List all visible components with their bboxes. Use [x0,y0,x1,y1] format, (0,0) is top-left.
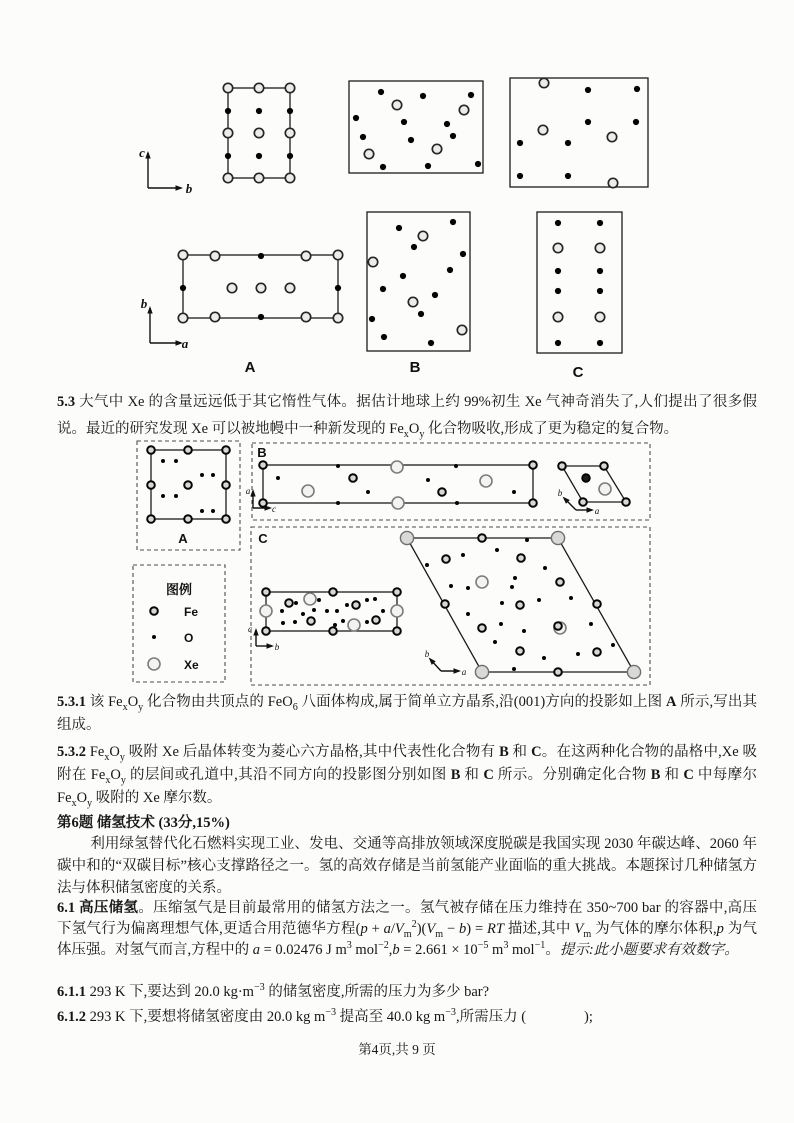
panel-border [251,527,650,685]
dot-atom [401,119,407,125]
open-atom [223,128,232,137]
dot-atom [468,92,474,98]
fe-atom [184,446,192,454]
o-atom [499,622,503,626]
xe-atom [302,485,314,497]
open-atom [595,312,604,321]
o-atom [493,640,497,644]
o-atom [301,612,305,616]
dot-atom [380,164,386,170]
dot-atom [418,311,424,317]
open-atom [210,251,219,260]
o-atom [211,509,215,513]
unit-cell-frame [537,212,622,353]
open-atom [392,100,401,109]
open-atom [223,83,232,92]
o-atom [280,609,284,613]
open-atom [285,173,294,182]
fe-atom [579,498,587,506]
fe-atom [349,474,357,482]
open-atom [432,144,441,153]
fe-atom [222,446,230,454]
fe-atom [529,461,537,469]
o-atom [345,603,349,607]
fe-atom [285,599,293,607]
fe-atom [329,627,337,635]
fe-atom [529,499,537,507]
xe-atom [599,483,611,495]
dot-atom [634,86,640,92]
fe-atom [478,624,486,632]
question-6-title: 第6题 储氢技术 (33分,15%) [57,815,230,831]
dot-atom [180,285,186,291]
dot-atom [225,108,231,114]
fe-atom [441,600,449,608]
paragraph-5-3-2: 5.3.2 $Fe_xO_y$ 吸附 Xe 后晶体转变为菱心六方晶格,其中代表性化合物有 B 和 C。在这两种化合物的晶格中,Xe 吸附在 $Fe_xO_y$ 的层间或孔道中,其沿不同方向的投影图分别如图 B 和 C 所示。分别确定化合物 B 和 C 中每摩尔 $Fe_xO_y$ 吸附的 Xe 摩尔数。 [57,744,758,809]
fe-atom [593,648,601,656]
o-atom [525,538,529,542]
o-atom [365,620,369,624]
dot-atom [475,161,481,167]
fe-atom [150,607,158,615]
feo-atom [582,474,590,482]
open-atom [227,283,236,292]
fe-atom [352,601,360,609]
dot-atom [565,140,571,146]
figure-label: b [274,642,280,652]
fe-atom [184,481,192,489]
dot-atom [353,115,359,121]
dot-atom [287,153,293,159]
open-atom [285,283,294,292]
dot-atom [585,87,591,93]
o-atom [174,459,178,463]
dot-atom [380,286,386,292]
xe-atom [260,605,272,617]
xeg-atom [400,531,413,544]
axis-arrowhead [253,628,258,636]
open-atom [408,297,417,306]
question-6-1-2: 6.1.2 293 K 下,要想将储氢密度由 20.0 kg $m^{-3}$ 提高至 40.0 kg $m^{-3}$,所需压力 ( ); [57,1007,593,1025]
dot-atom [460,251,466,257]
dot-atom [633,119,639,125]
fe-atom [147,515,155,523]
o-atom [576,652,580,656]
fe-atom [593,600,601,608]
fe-atom [558,462,566,470]
o-atom [293,620,297,624]
fe-atom [307,617,315,625]
o-atom [510,585,514,589]
dot-atom [450,219,456,225]
figure-label: Xe [184,658,199,672]
unit-cell-frame [510,78,648,187]
open-atom [254,83,263,92]
xe-atom [391,605,403,617]
dot-atom [411,244,417,250]
axis-arrowhead [267,643,275,648]
open-atom [210,312,219,321]
open-atom [223,173,232,182]
open-atom [457,325,466,334]
o-atom [200,473,204,477]
dot-atom [597,268,603,274]
figure-crystal-projections [85,50,715,390]
fe-atom [517,554,525,562]
figure-label: b [185,181,193,196]
dot-atom [256,153,262,159]
open-atom [254,173,263,182]
o-atom [455,501,459,505]
axis-arrowhead [145,151,150,159]
o-atom [325,609,329,613]
fe-atom [262,588,270,596]
dot-atom [597,220,603,226]
figure-label: A [178,531,188,546]
fe-atom [556,578,564,586]
open-atom [364,149,373,158]
open-atom [301,312,310,321]
paragraph-5-3: 5.3 大气中 Xe 的含量远远低于其它惰性气体。据估计地球上约 99%初生 Xe 气神奇消失了,人们提出了很多假说。最近的研究发现 Xe 可以被地幔中一种新发现的 $Fe_xO_y$ 化合物吸收,形成了更为稳定的复合物。 [57,394,757,440]
xe-atom [392,497,404,509]
dot-atom [258,314,264,320]
panel-border [137,441,240,550]
fe-atom [262,627,270,635]
o-atom [211,473,215,477]
open-atom [178,250,187,259]
o-atom [512,667,516,671]
dot-atom [517,173,523,179]
xe-atom [391,461,403,473]
fe-atom [554,622,562,630]
dot-atom [555,268,561,274]
unit-cell-frame [266,592,397,631]
dot-atom [381,334,387,340]
fe-atom [372,616,380,624]
o-atom [333,623,337,627]
o-atom [449,584,453,588]
o-atom [589,622,593,626]
dot-atom [396,225,402,231]
o-atom [294,601,298,605]
o-atom [366,490,370,494]
axis-arrowhead [454,668,462,673]
figure-label: b [140,296,148,311]
o-atom [161,494,165,498]
o-atom [513,576,517,580]
xe-atom [476,576,488,588]
dot-atom [360,134,366,140]
o-atom [336,464,340,468]
open-atom [553,243,562,252]
fe-atom [438,488,446,496]
o-atom [335,609,339,613]
unit-cell-frame [562,466,626,502]
dot-atom [555,220,561,226]
o-atom [312,608,316,612]
open-atom [418,231,427,240]
dot-atom [428,340,434,346]
o-atom [200,509,204,513]
axis-arrowhead [147,306,152,314]
axis-arrowhead [250,489,255,497]
figure-label: a [461,667,467,677]
dot-atom [225,153,231,159]
open-atom [333,313,342,322]
open-atom [256,283,265,292]
dot-atom [555,288,561,294]
o-atom [426,478,430,482]
dot-atom [597,340,603,346]
dot-atom [287,108,293,114]
fe-atom [147,481,155,489]
dot-atom [555,340,561,346]
dot-atom [400,273,406,279]
fe-atom [478,534,486,542]
fe-atom [259,461,267,469]
figure-label: a [594,506,600,516]
o-atom [569,596,573,600]
fe-atom [600,462,608,470]
o-atom [522,629,526,633]
dot-atom [565,173,571,179]
fe-atom [393,627,401,635]
o-atom [543,566,547,570]
figure-label: c [248,624,252,634]
fe-atom [222,515,230,523]
figure-label: c [272,504,276,514]
open-atom [553,312,562,321]
dot-atom [450,133,456,139]
xe-atom [348,619,360,631]
fe-atom [516,601,524,609]
o-atom [495,548,499,552]
o-atom [276,476,280,480]
open-atom [538,125,547,134]
figure-label: b [557,488,563,498]
figure-label: a [181,336,189,351]
question-6-intro: 利用绿氢替代化石燃料实现工业、发电、交通等高排放领域深度脱碳是我国实现 2030 年碳达峰、2060 年碳中和的“双碳目标”核心支撑路径之一。氢的高效存储是当前氢能产业面临的重大挑战。本题探讨几种储氢方法与体积储氢密度的关系。 [57,836,757,897]
figure-label: B [257,445,267,460]
dot-atom [585,119,591,125]
xeg-atom [475,665,488,678]
open-atom [301,251,310,260]
o-atom [336,501,340,505]
panel-border [252,443,650,520]
figure-label: a [245,486,251,496]
open-atom [607,132,616,141]
open-atom [459,105,468,114]
page-number: 第4页,共 9 页 [358,1042,436,1057]
figure-label: C [572,364,584,381]
figure-label: 图例 [165,582,193,597]
fe-atom [147,446,155,454]
question-6-1-1: 6.1.1 293 K 下,要达到 20.0 $kg\cdot m^{-3}$ 的储氢密度,所需的压力为多少 bar? [57,982,490,1000]
open-atom [595,243,604,252]
dot-atom [597,288,603,294]
o-atom [152,635,156,639]
dot-atom [378,89,384,95]
o-atom [373,597,377,601]
open-atom [178,313,187,322]
o-atom [365,598,369,602]
fe-atom [554,668,562,676]
o-atom [542,656,546,660]
open-atom [368,257,377,266]
axis-arrowhead [587,507,595,512]
o-atom [461,553,465,557]
figure-label: O [184,631,194,645]
fe-atom [393,588,401,596]
fe-atom [622,498,630,506]
o-atom [381,609,385,613]
o-atom [500,601,504,605]
dot-atom [425,163,431,169]
xe-atom [148,658,160,670]
dot-atom [258,253,264,259]
o-atom [611,643,615,647]
xeg-atom [551,531,564,544]
figure-5-3-structures [115,432,665,692]
paragraph-6-1: 6.1 高压储氢。压缩氢气是目前最常用的储氢方法之一。氢气被存储在压力维持在 350~700 bar 的容器中,高压下氢气行为偏离理想气体,更适合用范德华方程$(p + a/V_m^2)(V_m - b)$ = RT 描述,其中 $V_m$ 为气体的摩尔体积,p 为气体压强。对氢气而言,方程中的 a = 0.02476 J $m^3$ $mol^{-2},b = 2.661 \times 10^{-5}$ $m^3$ mol$^{-1}$。提示:此小题要求有效数字。 [57,900,758,959]
dot-atom [408,137,414,143]
o-atom [161,459,165,463]
o-atom [317,598,321,602]
dot-atom [447,267,453,273]
xe-atom [480,475,492,487]
axis-arrowhead [176,185,184,190]
xe-atom [304,593,316,605]
figure-label: A [244,359,256,376]
fe-atom [442,555,450,563]
dot-atom [420,93,426,99]
o-atom [174,494,178,498]
figure-label: B [409,359,421,376]
dot-atom [369,316,375,322]
figure-label: Fe [184,605,199,619]
dot-atom [256,108,262,114]
figure-label: C [258,531,268,546]
o-atom [341,619,345,623]
dot-atom [444,121,450,127]
dot-atom [335,285,341,291]
paragraph-5-3-1: 5.3.1 该 $Fe_xO_y$ 化合物由共顶点的 FeO$_6$ 八面体构成,属于简单立方晶系,沿(001)方向的投影如上图 A 所示,写出其组成。 [57,694,758,734]
open-atom [285,128,294,137]
fe-atom [259,499,267,507]
open-atom [254,128,263,137]
xeg-atom [627,665,640,678]
open-atom [608,178,617,187]
open-atom [333,250,342,259]
dot-atom [432,292,438,298]
o-atom [466,586,470,590]
fe-atom [329,588,337,596]
open-atom [539,78,548,87]
fe-atom [222,481,230,489]
fe-atom [516,647,524,655]
figure-label: b [424,649,430,659]
o-atom [466,612,470,616]
fe-atom [184,515,192,523]
open-atom [285,83,294,92]
o-atom [537,598,541,602]
o-atom [281,621,285,625]
dot-atom [517,140,523,146]
o-atom [454,464,458,468]
o-atom [512,490,516,494]
o-atom [425,563,429,567]
figure-label: c [139,145,145,160]
